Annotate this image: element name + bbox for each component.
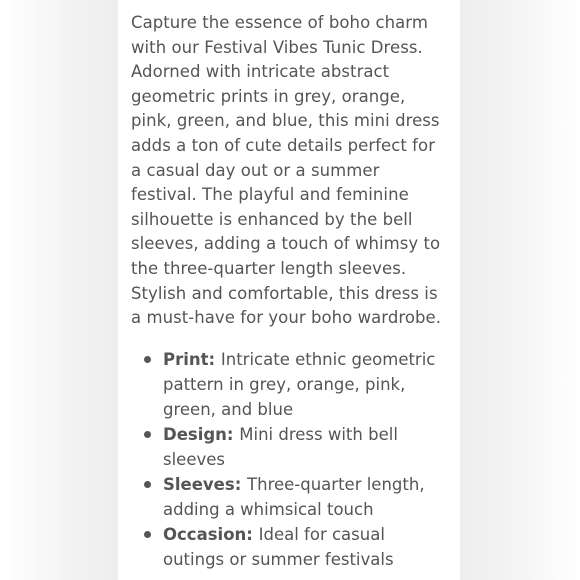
left-margin bbox=[0, 0, 118, 580]
feature-label: Sleeves: bbox=[163, 474, 248, 494]
feature-text: Mini dress with bell sleeves bbox=[163, 424, 398, 469]
feature-text: Ideal for casual outings or summer festivals bbox=[163, 524, 394, 569]
feature-item-occasion bbox=[163, 522, 450, 572]
feature-label: Design: bbox=[163, 424, 240, 444]
feature-list bbox=[131, 347, 450, 572]
bullet-icon bbox=[144, 431, 151, 438]
bullet-icon bbox=[144, 531, 151, 538]
right-margin bbox=[460, 0, 580, 580]
feature-label: Print: bbox=[163, 349, 221, 369]
product-description-card bbox=[118, 0, 460, 580]
feature-item-sleeves bbox=[163, 472, 450, 522]
feature-item-print bbox=[163, 347, 450, 422]
feature-label: Occasion: bbox=[163, 524, 259, 544]
feature-item-design bbox=[163, 422, 450, 472]
bullet-icon bbox=[144, 481, 151, 488]
feature-text: Three-quarter length, adding a whimsical touch bbox=[163, 474, 425, 519]
product-description: Capture the essence of boho charm with our Festival Vibes Tunic Dress. Adorned with intricate abstract geometric prints in grey, orange, pink, green, and blue, this mini dress adds a ton of cute details perfect for a casual day out or a summer festival. The playful and feminine silhouette is enhanced by the bell sleeves, adding a touch of whimsy to the three-quarter length sleeves. Stylish and comfortable, this dress is a must-have for your boho wardrobe. bbox=[131, 13, 441, 328]
bullet-icon bbox=[144, 356, 151, 363]
feature-text: Intricate ethnic geometric pattern in grey, orange, pink, green, and blue bbox=[163, 349, 436, 419]
